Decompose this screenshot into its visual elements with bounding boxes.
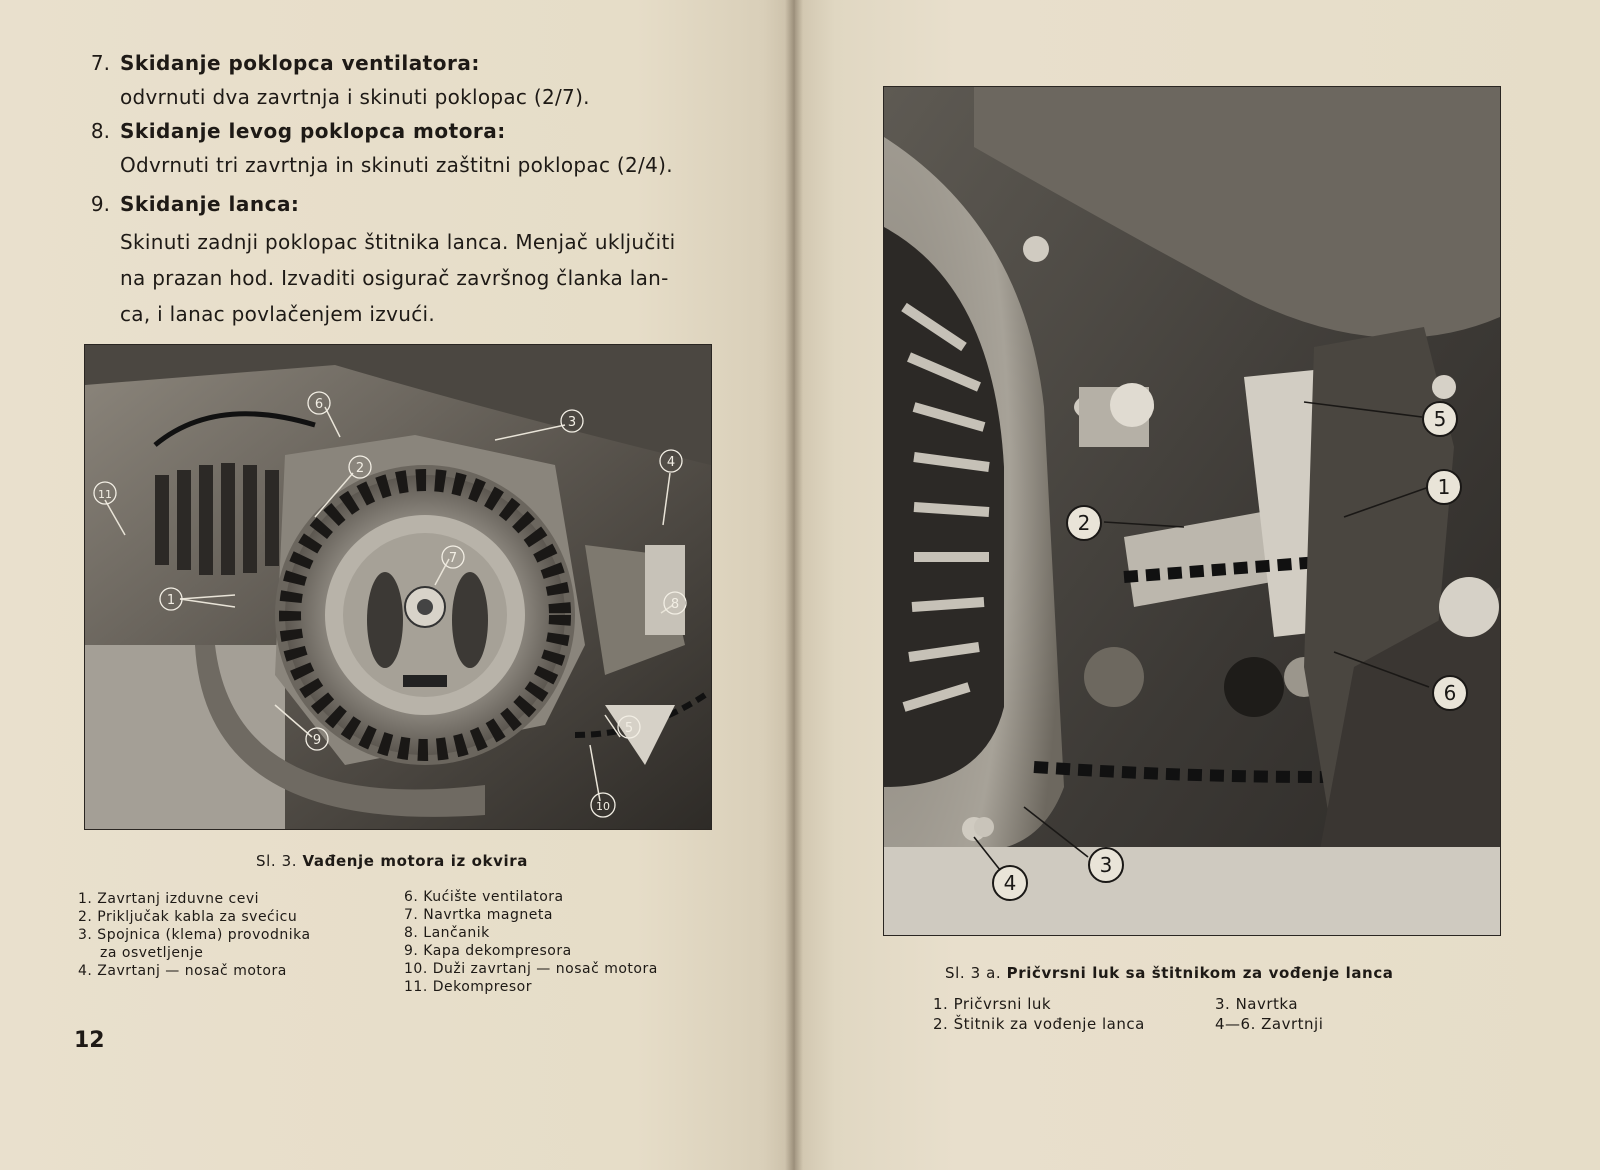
- legend-item: 6. Kućište ventilatora: [404, 889, 564, 905]
- figure-legend-right: [404, 888, 658, 996]
- callout-label: 11: [98, 488, 112, 501]
- callout-label: 4: [666, 455, 676, 470]
- figure-caption: [945, 964, 1394, 982]
- figure-caption: [256, 852, 528, 870]
- caption-title: Pričvrsni luk sa štitnikom za vođenje lanca: [1006, 964, 1394, 982]
- legend-item: 7. Navrtka magneta: [404, 907, 553, 923]
- callout-label: 5: [624, 721, 634, 736]
- legend-item: 4—6. Zavrtnji: [1215, 1015, 1324, 1033]
- instruction-heading: Skidanje levog poklopca motora:: [120, 119, 506, 143]
- legend-item: 3. Spojnica (klema) provodnika: [78, 927, 311, 943]
- instruction-number: 7.: [90, 51, 110, 75]
- chain-guard-callouts: [884, 87, 1500, 935]
- left-page: [0, 0, 795, 1170]
- caption-prefix: Sl. 3.: [256, 852, 298, 870]
- callout-label: 2: [355, 461, 365, 476]
- instruction-text: Odvrnuti tri zavrtnja in skinuti zaštitni poklopac (2/4).: [120, 153, 673, 177]
- legend-item: 1. Pričvrsni luk: [933, 995, 1052, 1013]
- instruction-text: Skinuti zadnji poklopac štitnika lanca. Menjač uključiti: [120, 230, 676, 254]
- figure-legend-right: [1215, 994, 1323, 1034]
- callout-label: 2: [1077, 511, 1091, 535]
- legend-item: 3. Navrtka: [1215, 995, 1299, 1013]
- legend-item: 1. Zavrtanj izduvne cevi: [78, 891, 260, 907]
- callout-label: 5: [1433, 407, 1447, 431]
- figure-legend-left: [933, 994, 1145, 1034]
- engine-callouts: [85, 345, 711, 829]
- instruction-text: ca, i lanac povlačenjem izvući.: [120, 302, 436, 326]
- callout-label: 10: [596, 800, 610, 813]
- callout-label: 4: [1003, 871, 1017, 895]
- book-spine-shadow: [785, 0, 803, 1170]
- instruction-number: 8.: [90, 119, 110, 143]
- caption-prefix: Sl. 3 a.: [945, 964, 1002, 982]
- caption-title: Vađenje motora iz okvira: [302, 852, 528, 870]
- legend-item: 2. Štitnik za vođenje lanca: [933, 1015, 1145, 1033]
- legend-item: za osvetljenje: [100, 945, 204, 961]
- right-page: [795, 0, 1600, 1170]
- callout-label: 3: [567, 415, 577, 430]
- callout-label: 1: [1437, 475, 1451, 499]
- callout-label: 6: [1443, 681, 1457, 705]
- instruction-number: 9.: [90, 192, 110, 216]
- page-number: 12: [74, 1028, 105, 1053]
- instruction-heading: Skidanje poklopca ventilatora:: [120, 51, 480, 75]
- engine-photo: [84, 344, 712, 830]
- callout-label: 8: [670, 597, 680, 612]
- callout-label: 9: [312, 733, 322, 748]
- callout-label: 3: [1099, 853, 1113, 877]
- legend-item: 10. Duži zavrtanj — nosač motora: [404, 961, 658, 977]
- figure-legend-left: [78, 890, 311, 980]
- legend-item: 9. Kapa dekompresora: [404, 943, 572, 959]
- legend-item: 4. Zavrtanj — nosač motora: [78, 963, 287, 979]
- callout-label: 6: [314, 397, 324, 412]
- instruction-text: na prazan hod. Izvaditi osigurač završnog članka lan-: [120, 266, 669, 290]
- callout-label: 7: [448, 551, 458, 566]
- callout-label: 1: [166, 593, 176, 608]
- chain-guard-photo: [883, 86, 1501, 936]
- legend-item: 8. Lančanik: [404, 925, 490, 941]
- instruction-heading: Skidanje lanca:: [120, 192, 300, 216]
- instruction-text: odvrnuti dva zavrtnja i skinuti poklopac (2/7).: [120, 85, 590, 109]
- legend-item: 2. Priključak kabla za svećicu: [78, 909, 298, 925]
- legend-item: 11. Dekompresor: [404, 979, 532, 995]
